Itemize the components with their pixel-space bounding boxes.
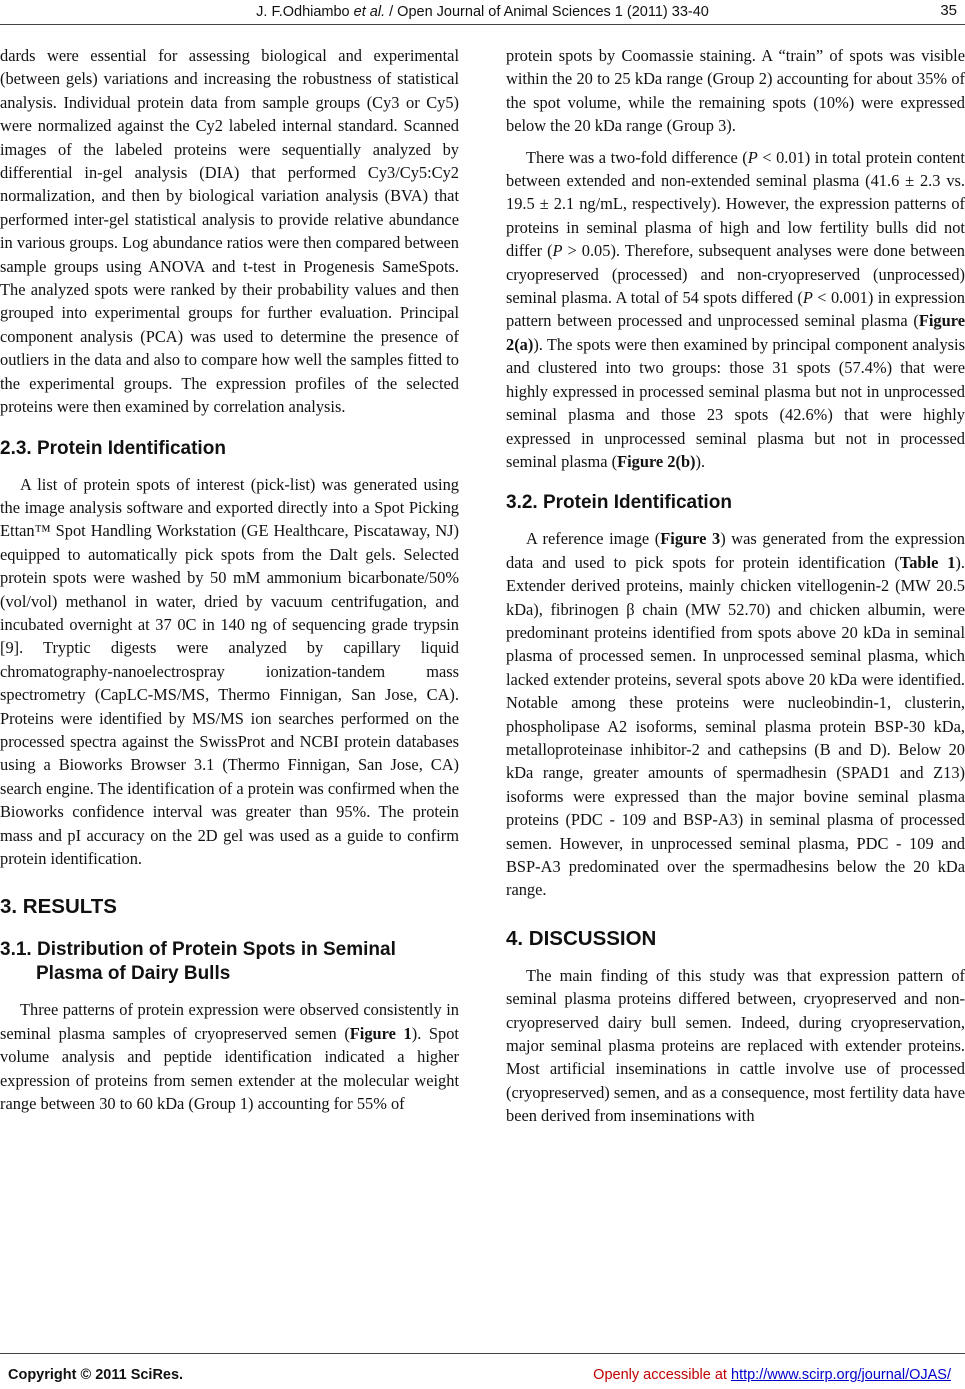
running-head-etal: et al. [353, 4, 386, 20]
text-run: ). The spots were then examined by principal component analysis and clustered into two groups: those 31 spots (57.4%) that were highly expressed in processed seminal plasma but not in unprocessed seminal plasma and those 23 spots (42.6%) that were highly expressed in unprocessed seminal plasma but not in processed seminal plasma ( [506, 334, 965, 471]
page-number: 35 [940, 2, 957, 19]
running-head [0, 4, 965, 20]
results-paragraph-1 [0, 998, 459, 1115]
figure-2a-reference: Figure 2(a) [506, 311, 965, 354]
text-run: A reference image ( [526, 529, 661, 549]
protein-identification-results-paragraph [506, 527, 965, 902]
p-symbol: P [802, 288, 813, 308]
running-head-authors: J. F.Odhiambo [256, 4, 354, 20]
protein-identification-methods-paragraph: A list of protein spots of interest (pick-list) was generated using the image analysis software and exported directly into a Spot Picking Ettan™ Spot Handling Workstation (GE Healthcare, Piscataway, NJ) equipped to automatically pick spots from the Dalt gels. Selected protein spots were washed by 50 mM ammonium bicarbonate/50% (vol/vol) methanol in water, dried by vacuum centrifugation, and incubated overnight at 37 0C in 140 ng of sequencing grade trypsin [9]. Tryptic digests were analyzed by capillary liquid chromatography-nanoelectrospray ionization-tandem mass spectrometry (CapLC-MS/MS, Thermo Finnigan, San Jose, CA). Proteins were identified by MS/MS ion searches performed on the processed spectra against the SwissProt and NCBI protein databases using a Bioworks Browser 3.1 (Thermo Finnigan, San Jose, CA) search engine. The identification of a protein was confirmed when the Bioworks confidence interval was greater than 95%. The protein mass and pI accuracy on the 2D gel was used as a guide to confirm protein identification. [0, 474, 459, 868]
p-symbol: P [747, 147, 758, 167]
section-heading-3-2: 3.2. Protein Identification [506, 492, 732, 514]
running-header [0, 2, 965, 26]
open-access-label: Openly accessible at [593, 1367, 731, 1383]
text-run: < 0.01) in total protein content between extended and non-extended seminal plasma (41.6 ± 2.3 vs. 19.5 ± 2.1 ng/mL, respectively). However, the expression patterns of proteins in seminal plasma of high and low fertility bulls did not differ ( [506, 147, 965, 261]
running-head-journal: / Open Journal of Animal Sciences 1 (2011) 33-40 [385, 4, 709, 20]
results-paragraph-2 [506, 146, 965, 474]
figure-1-reference: Figure 1 [349, 1023, 412, 1043]
results-paragraph-1-continued: protein spots by Coomassie staining. A “train” of spots was visible within the 20 to 25 kDa range (Group 2) accounting for about 35% of the spot volume, while the remaining spots (10%) were expressed below the 20 kDa range (Group 3). [506, 46, 965, 136]
left-column [0, 44, 459, 1334]
text-run: ) was generated from the expression data and used to pick spots for protein identification ( [506, 529, 965, 572]
p-symbol: P [552, 241, 563, 261]
text-run: There was a two-fold difference ( [526, 147, 748, 167]
text-run: ). [695, 451, 706, 471]
copyright-notice: Copyright © 2011 SciRes. [8, 1367, 184, 1383]
journal-url-link[interactable]: http://www.scirp.org/journal/OJAS/ [731, 1367, 951, 1383]
section-heading-results: 3. RESULTS [0, 895, 117, 919]
text-run: Three patterns of protein expression were observed consistently in seminal plasma samples of cryopreserved semen ( [0, 1000, 459, 1043]
table-1-reference: Table 1 [899, 552, 956, 572]
text-run: < 0.001) in expression pattern between processed and unprocessed seminal plasma ( [506, 288, 965, 331]
text-run: ). Spot volume analysis and peptide identification indicated a higher expression of proteins from semen extender at the molecular weight range between 30 to 60 kDa (Group 1) accounting for 55% of [0, 1023, 459, 1114]
section-heading-discussion: 4. DISCUSSION [506, 926, 657, 950]
section-heading-2-3: 2.3. Protein Identification [0, 437, 226, 459]
methods-paragraph-continued: dards were essential for assessing biological and experimental (between gels) variations and increasing the robustness of statistical analysis. Individual protein data from sample groups (Cy3 or Cy5) were normalized against the Cy2 labeled internal standard. Scanned images of the labeled proteins were sequentially analyzed by differential in-gel analysis (DIA) that performed Cy3/Cy5:Cy2 normalization, and then by biological variation analysis (BVA) that performed inter-gel statistical analysis to provide relative abundance in various groups. Log abundance ratios were then compared between sample groups using ANOVA and t-test in Progenesis SameSpots. The analyzed spots were ranked by their probability values and then grouped into experimental groups for further evaluation. Principal component analysis (PCA) was used to determine the presence of outliers in the data and also to compare how well the samples fitted to the experimental groups. The expression profiles of the selected proteins were then examined by correlation analysis. [0, 46, 459, 417]
page-footer [0, 1353, 965, 1389]
header-rule [0, 24, 965, 25]
text-run: ). Extender derived proteins, mainly chicken vitellogenin-2 (MW 20.5 kDa), fibrinogen β chain (MW 52.70) and chicken albumin, were predominant proteins identified from spots above 20 kDa in seminal plasma of processed semen. In unprocessed seminal plasma, which lacked extender proteins, several spots above 20 kDa were identified. Notable among these proteins were nucleobindin-1, clusterin, phospholipase A2 isoforms, seminal plasma protein BSP-30 kDa, metalloproteinase inhibitor-2 and cathepsins (B and D). Below 20 kDa range, greater amounts of spermadhesin (SPAD1 and Z13) isoforms were expressed than the major bovine seminal plasma proteins (PDC - 109 and BSP-A3) in seminal plasma of processed semen. However, in unprocessed seminal plasma, PDC - 109 and BSP-A3 predominated over the spermadhesins below the 20 kDa range. [506, 552, 965, 900]
section-heading-3-1: 3.1. Distribution of Protein Spots in Seminal Plasma of Dairy Bulls [0, 939, 396, 985]
figure-3-reference: Figure 3 [660, 529, 721, 549]
figure-2b-reference: Figure 2(b) [617, 451, 696, 471]
right-column [506, 44, 965, 1334]
open-access-notice [593, 1367, 951, 1383]
discussion-paragraph-1: The main finding of this study was that expression pattern of seminal plasma proteins differed between, cryopreserved and non-cryopreserved dairy bull semen. Indeed, during cryopreservation, major seminal plasma proteins are replaced with extender proteins. Most artificial inseminations in cattle involve use of processed (cryopreserved) semen, and as a consequence, most fertility data have been derived from inseminations with [506, 965, 965, 1126]
footer-rule [0, 1353, 965, 1354]
text-run: > 0.05). Therefore, subsequent analyses were done between cryopreserved (processed) and non-cryopreserved (unprocessed) seminal plasma. A total of 54 spots differed ( [506, 241, 965, 308]
